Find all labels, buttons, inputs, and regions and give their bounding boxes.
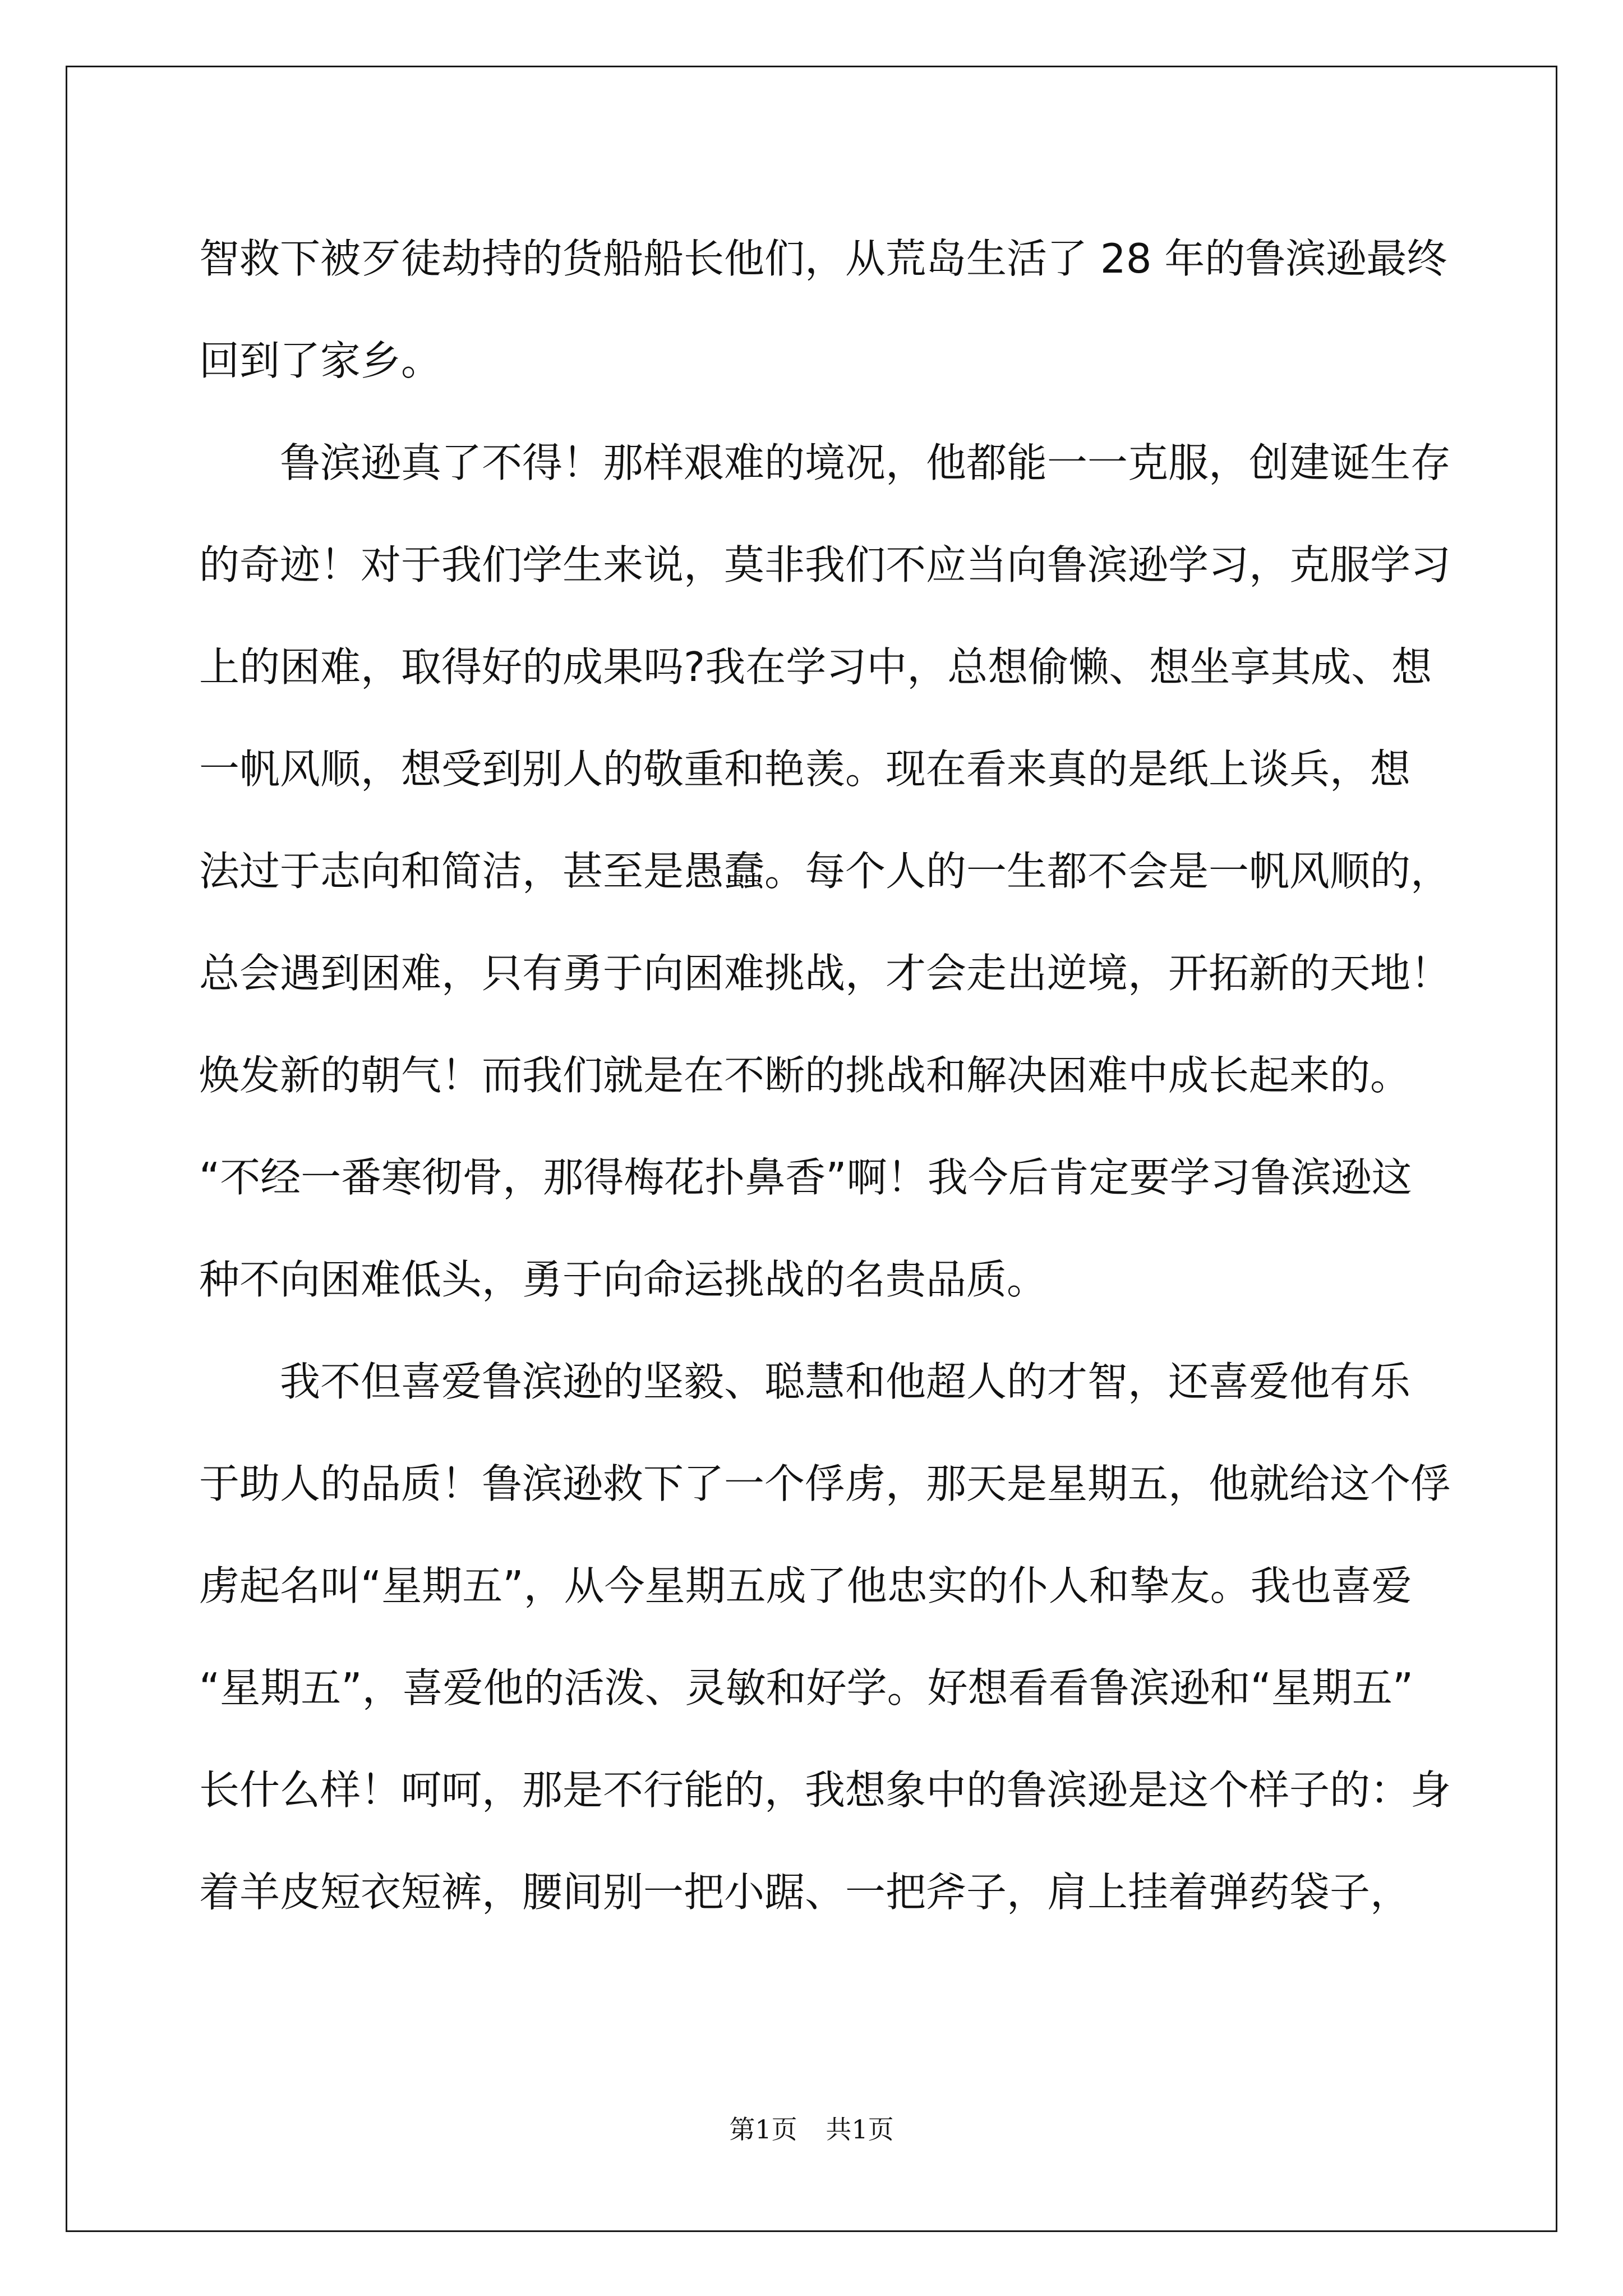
text-line: 智救下被歹徒劫持的货船船长他们，从荒岛生活了 28 年的鲁滨逊最终 <box>199 235 1447 282</box>
text-line: 种不向困难低头，勇于向命运挑战的名贵品质。 <box>199 1256 1048 1303</box>
text-line: 于助人的品质！鲁滨逊救下了一个俘虏，那天是星期五，他就给这个俘 <box>199 1460 1451 1507</box>
page-footer <box>0 2113 1623 2146</box>
text-line: 焕发新的朝气！而我们就是在不断的挑战和解决困难中成长起来的。 <box>199 1052 1411 1099</box>
text-line: “不经一番寒彻骨，那得梅花扑鼻香”啊！我今后肯定要学习鲁滨逊这 <box>199 1154 1412 1201</box>
text-line: 的奇迹！对于我们学生来说，莫非我们不应当向鲁滨逊学习，克服学习 <box>199 541 1451 588</box>
text-line: 回到了家乡。 <box>199 337 442 384</box>
text-line: 虏起名叫“星期五”，从今星期五成了他忠实的仆人和挚友。我也喜爱 <box>199 1562 1412 1609</box>
document-body <box>199 208 1455 1943</box>
text-line: 一帆风顺，想受到别人的敬重和艳羡。现在看来真的是纸上谈兵，想 <box>199 746 1411 793</box>
text-line: 总会遇到困难，只有勇于向困难挑战，才会走出逆境，开拓新的天地！ <box>199 950 1451 997</box>
text-line: “星期五”，喜爱他的活泼、灵敏和好学。好想看看鲁滨逊和“星期五” <box>199 1664 1414 1711</box>
text-line: 我不但喜爱鲁滨逊的坚毅、聪慧和他超人的才智，还喜爱他有乐 <box>199 1358 1411 1405</box>
text-line: 长什么样！呵呵，那是不行能的，我想象中的鲁滨逊是这个样子的：身 <box>199 1766 1451 1814</box>
text-line: 法过于志向和简洁，甚至是愚蠢。每个人的一生都不会是一帆风顺的， <box>199 848 1451 895</box>
page-count: 共1页 <box>826 2114 894 2145</box>
text-line: 着羊皮短衣短裤，腰间别一把小踞、一把斧子，肩上挂着弹药袋子， <box>199 1869 1411 1916</box>
page-number: 第1页 <box>729 2114 797 2145</box>
text-line: 鲁滨逊真了不得！那样艰难的境况，他都能一一克服，创建诞生存 <box>199 439 1451 486</box>
text-line: 上的困难，取得好的成果吗?我在学习中，总想偷懒、想坐享其成、想 <box>199 643 1432 691</box>
